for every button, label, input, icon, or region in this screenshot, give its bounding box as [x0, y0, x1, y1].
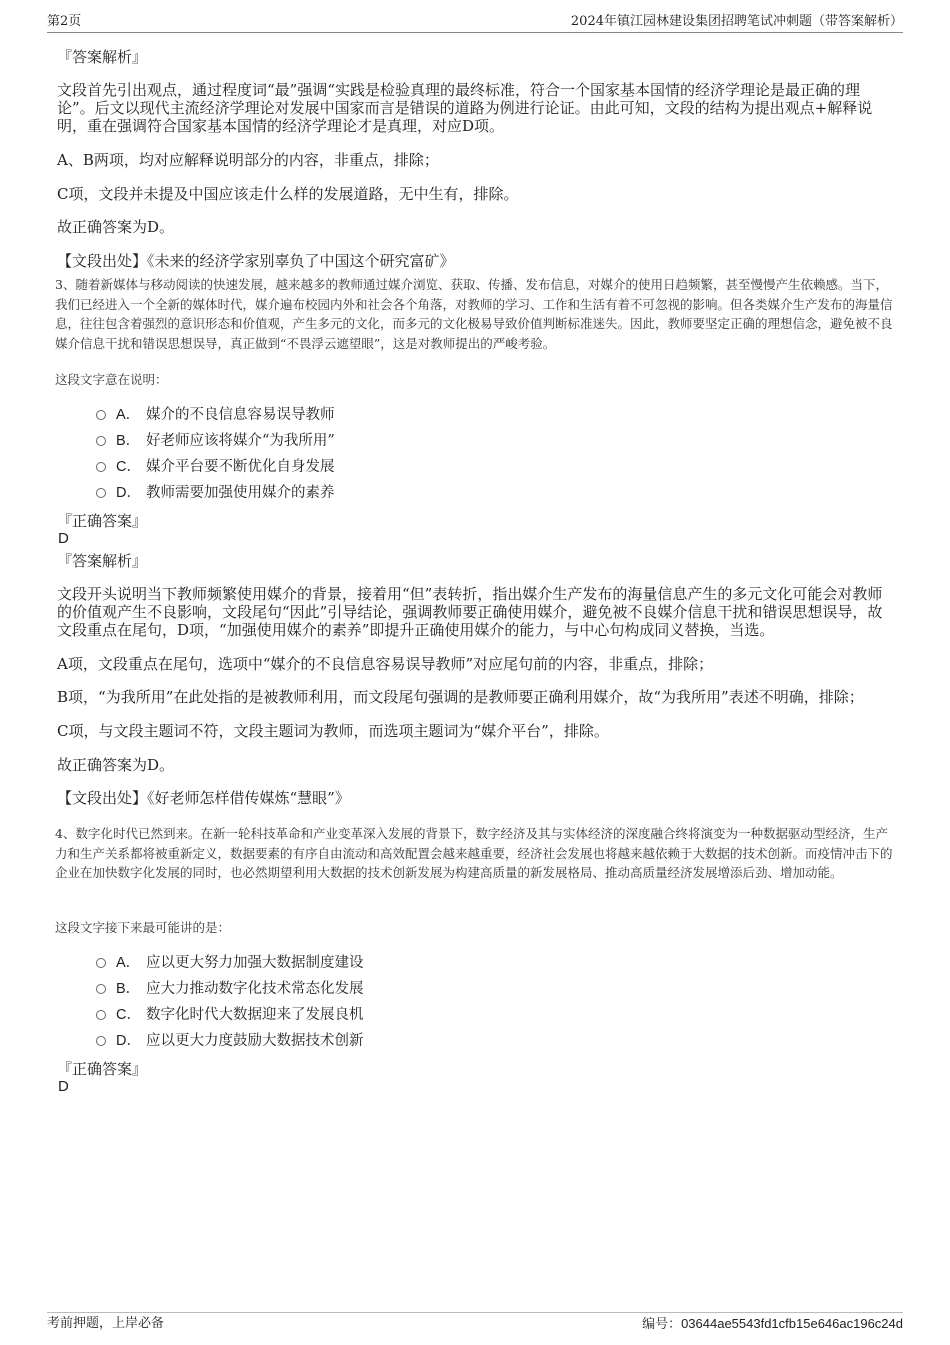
prev-ab-explanation: A、B两项，均对应解释说明部分的内容，非重点，排除；	[57, 151, 439, 169]
q4-option-c[interactable]: C． 数字化时代大数据迎来了发展良机	[96, 1006, 364, 1024]
q3-conclusion: 故正确答案为D。	[57, 756, 175, 774]
q3-option-d[interactable]: D． 教师需要加强使用媒介的素养	[96, 484, 335, 502]
radio-icon[interactable]	[96, 410, 106, 420]
document-code: 编号：03644ae5543fd1cfb15e646ac196c24d	[642, 1316, 903, 1331]
q4-passage: 4、数字化时代已然到来。在新一轮科技革命和产业变革深入发展的背景下，数字经济及其与实体经济的深度融合终将演变为一种数据驱动型经济，生产力和生产关系都将被重新定义，数据要素的有序自由流动和高效配置会越来越重要，经济社会发展也将越来越依赖于大数据的技术创新。而疫情冲击下的企业在加快数字化发展的同时，也必然期望利用大数据的技术创新发展为构建高质量的新发展格局、推动高质量经济发展增添后劲、增加动能。	[55, 826, 893, 880]
prev-analysis-text: 文段首先引出观点，通过程度词“最”强调“实践是检验真理的最终标准，符合一个国家基本国情的经济学理论是最正确的理论”。后文以现代主流经济学理论对发展中国家而言是错误的道路为例进行论证。由此可知，文段的结构为提出观点+解释说明，重在强调符合国家基本国情的经济学理论才是真理，对应D项。	[57, 81, 873, 135]
q3-option-b[interactable]: B． 好老师应该将媒介“为我所用”	[96, 432, 335, 450]
radio-icon[interactable]	[96, 1036, 106, 1046]
page-number: 第2页	[47, 14, 82, 29]
radio-icon[interactable]	[96, 958, 106, 968]
q4-question: 这段文字接下来最可能讲的是：	[55, 920, 231, 935]
radio-icon[interactable]	[96, 1010, 106, 1020]
q3-option-a[interactable]: A． 媒介的不良信息容易误导教师	[96, 406, 335, 424]
radio-icon[interactable]	[96, 984, 106, 994]
document-title: 2024年镇江园林建设集团招聘笔试冲刺题（带答案解析）	[570, 14, 903, 29]
radio-icon[interactable]	[96, 436, 106, 446]
prev-analysis-heading: 『答案解析』	[57, 48, 148, 66]
q3-question: 这段文字意在说明：	[55, 372, 168, 387]
prev-conclusion: 故正确答案为D。	[57, 218, 175, 236]
prev-source: 【文段出处】《未来的经济学家别辜负了中国这个研究富矿》	[57, 252, 455, 270]
prev-c-explanation: C项，文段并未提及中国应该走什么样的发展道路，无中生有，排除。	[57, 185, 519, 203]
q4-correct-answer: D	[58, 1078, 69, 1095]
q4-correct-heading: 『正确答案』	[57, 1060, 148, 1078]
footer-slogan: 考前押题，上岸必备	[47, 1316, 165, 1331]
q3-correct-heading: 『正确答案』	[57, 512, 148, 530]
q3-passage: 3、随着新媒体与移动阅读的快速发展，越来越多的教师通过媒介浏览、获取、传播、发布信息，对媒介的使用日趋频繁，甚至慢慢产生依赖感。当下，我们已经进入一个全新的媒体时代，媒介遍布校园内外和社会各个角落，对教师的学习、工作和生活有着不可忽视的影响。但各类媒介生产发布的海量信息，往往包含着强烈的意识形态和价值观，产生多元的文化，而多元的文化极易导致价值判断标准迷失。因此，教师要坚定正确的理想信念，避免被不良媒介信息干扰和错误思想误导，真正做到“不畏浮云遮望眼”，这是对教师提出的严峻考验。	[55, 277, 893, 351]
q4-option-b[interactable]: B． 应大力推动数字化技术常态化发展	[96, 980, 364, 998]
q3-source: 【文段出处】《好老师怎样借传媒炼“慧眼”》	[57, 789, 350, 807]
q3-analysis-heading: 『答案解析』	[57, 552, 148, 570]
q3-b-explanation: B项，“为我所用”在此处指的是被教师利用，而文段尾句强调的是教师要正确利用媒介，故“为我所用”表述不明确，排除；	[57, 688, 864, 706]
radio-icon[interactable]	[96, 488, 106, 498]
q3-a-explanation: A项，文段重点在尾句，选项中“媒介的不良信息容易误导教师”对应尾句前的内容，非重点，排除；	[57, 655, 714, 673]
page-header	[47, 14, 903, 33]
radio-icon[interactable]	[96, 462, 106, 472]
q4-option-a[interactable]: A． 应以更大努力加强大数据制度建设	[96, 954, 364, 972]
q3-c-explanation: C项，与文段主题词不符，文段主题词为教师，而选项主题词为“媒介平台”，排除。	[57, 722, 609, 740]
q3-correct-answer: D	[58, 530, 69, 547]
q3-option-c[interactable]: C． 媒介平台要不断优化自身发展	[96, 458, 335, 476]
q3-analysis-text: 文段开头说明当下教师频繁使用媒介的背景，接着用“但”表转折，指出媒介生产发布的海量信息产生的多元文化可能会对教师的价值观产生不良影响，文段尾句“因此”引导结论，强调教师要正确使用媒介，避免被不良媒介信息干扰和错误思想误导，故文段重点在尾句，D项，“加强使用媒介的素养”即提升正确使用媒介的能力，与中心句构成同义替换，当选。	[57, 585, 883, 639]
page-footer	[47, 1312, 903, 1335]
q4-option-d[interactable]: D． 应以更大力度鼓励大数据技术创新	[96, 1032, 364, 1050]
